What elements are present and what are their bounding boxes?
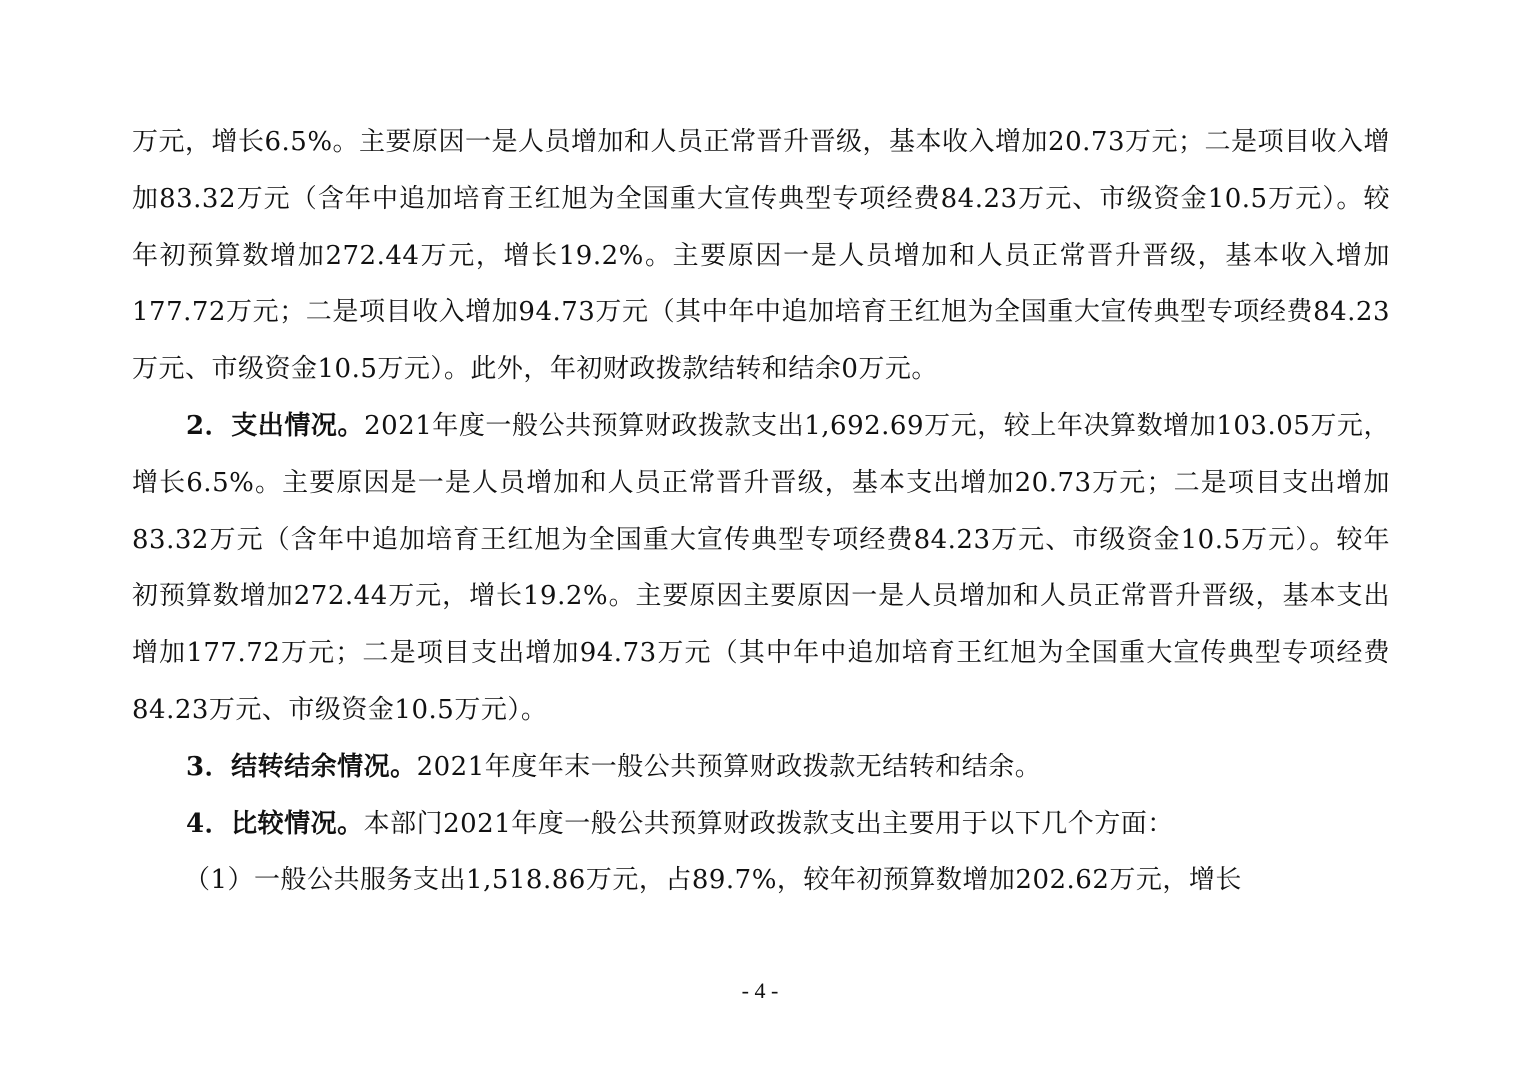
paragraph-expenditure (132, 398, 1390, 739)
body-text (132, 114, 1390, 909)
section-heading-carryover: 3．结转结余情况。 (186, 751, 417, 782)
paragraph-text: 2021年度一般公共预算财政拨款支出1,692.69万元，较上年决算数增加103.05万元，增长6.5%。主要原因是一是人员增加和人员正常晋升晋级，基本支出增加20.73万元；二是项目支出增加83.32万元（含年中追加培育王红旭为全国重大宣传典型专项经费84.23万元、市级资金10.5万元）。较年初预算数增加272.44万元，增长19.2%。主要原因主要原因一是人员增加和人员正常晋升晋级，基本支出增加177.72万元；二是项目支出增加94.73万元（其中年中追加培育王红旭为全国重大宣传典型专项经费84.23万元、市级资金10.5万元）。 (132, 410, 1390, 725)
paragraph-text: 万元，增长6.5%。主要原因一是人员增加和人员正常晋升晋级，基本收入增加20.73万元；二是项目收入增加83.32万元（含年中追加培育王红旭为全国重大宣传典型专项经费84.23万元、市级资金10.5万元）。较年初预算数增加272.44万元，增长19.2%。主要原因一是人员增加和人员正常晋升晋级，基本收入增加177.72万元；二是项目收入增加94.73万元（其中年中追加培育王红旭为全国重大宣传典型专项经费84.23万元、市级资金10.5万元）。此外，年初财政拨款结转和结余0万元。 (132, 127, 1390, 385)
section-heading-expenditure: 2．支出情况。 (186, 410, 365, 441)
paragraph-comparison (132, 796, 1390, 853)
paragraph-text: （1）一般公共服务支出1,518.86万元，占89.7%，较年初预算数增加202.62万元，增长 (184, 865, 1242, 896)
page-number: - 4 - (741, 978, 779, 1003)
paragraph-income-continuation (132, 114, 1390, 398)
paragraph-text: 本部门2021年度一般公共预算财政拨款支出主要用于以下几个方面： (363, 808, 1174, 839)
section-heading-comparison: 4．比较情况。 (186, 808, 364, 839)
paragraph-text: 2021年度年末一般公共预算财政拨款无结转和结余。 (416, 751, 1042, 782)
paragraph-item-1 (132, 852, 1390, 909)
paragraph-carryover (132, 739, 1390, 796)
